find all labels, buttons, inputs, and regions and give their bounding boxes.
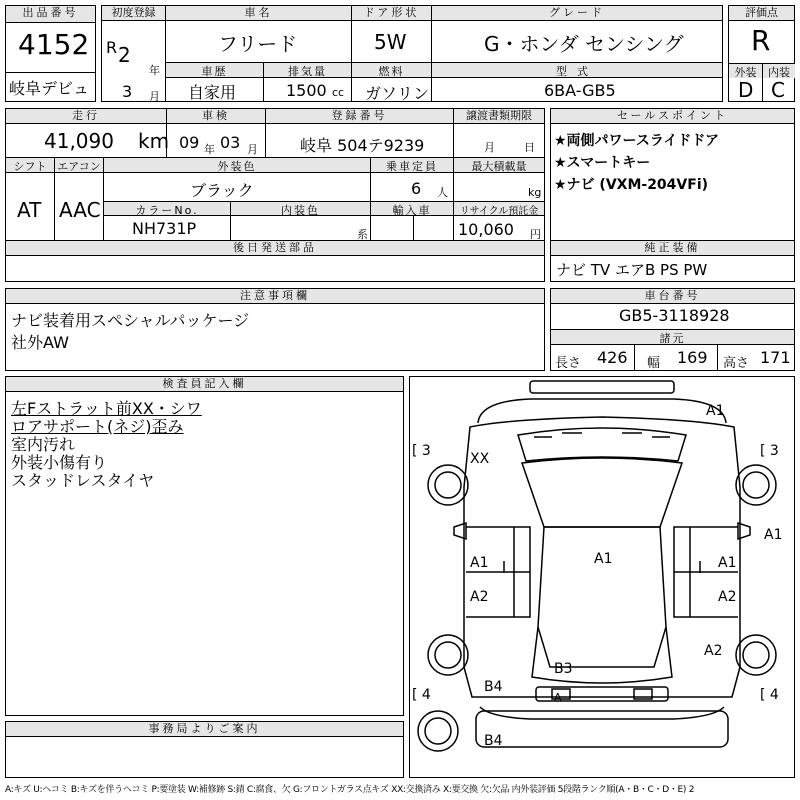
note-line-1: ナビ装着用スペシャルパッケージ xyxy=(11,311,250,330)
mark-b4-bottom: B4 xyxy=(484,733,503,749)
import-label: 輸入車 xyxy=(371,202,453,216)
inspector-label: 検査員記入欄 xyxy=(6,377,403,392)
overall-score: R xyxy=(751,24,771,57)
equipment-cell xyxy=(550,240,795,282)
lot-number-label: 出品番号 xyxy=(6,6,95,23)
score-cell xyxy=(728,5,795,102)
inspector-line-1: 左Fストラット前XX・シワ xyxy=(11,399,202,418)
damage-legend: A:キズ U:ヘコミ B:キズを伴うヘコミ P:要塗装 W:補修跡 S:錆 C:腐食、欠 G:フロントガラス点キズ XX:交換済み X:要交換 欠:欠品 内外装評価 5段階ランク順(A・B・C・D・E) 2 xyxy=(5,785,695,795)
grade-cell xyxy=(431,5,723,63)
aircon-cell xyxy=(54,157,104,241)
first-registration-cell xyxy=(101,5,166,102)
first-registration-label: 初度登録 xyxy=(102,6,165,21)
recycle-label: リサイクル預託金 xyxy=(454,202,544,216)
inspection-month: 03 xyxy=(220,133,241,152)
fuel: ガソリン xyxy=(365,84,430,103)
equipment: ナビ TV エアB PS PW xyxy=(556,261,708,279)
inspection-cell xyxy=(166,108,266,158)
lot-number-cell xyxy=(5,5,96,102)
color-no-label: カラーNo. xyxy=(104,202,230,216)
inspection-label: 車検 xyxy=(167,109,265,124)
aircon-label: エアコン xyxy=(55,158,103,173)
sales-point-2: ★スマートキー xyxy=(554,155,651,171)
door-label: ドア形状 xyxy=(352,6,431,21)
length-label: 長さ xyxy=(555,356,582,371)
mileage-unit: km xyxy=(138,129,170,153)
interior-color-unit: 系 xyxy=(357,228,368,241)
interior-score: C xyxy=(771,78,785,102)
bracket-bottom-right: [ 4 xyxy=(760,687,779,703)
mark-a-tail: A xyxy=(554,691,562,704)
shift-cell xyxy=(5,157,55,241)
history-cell xyxy=(165,62,264,102)
capacity: 6 xyxy=(411,179,422,198)
transfer-cell xyxy=(453,108,545,158)
month-unit: 月 xyxy=(149,90,160,103)
mark-a1-side: A1 xyxy=(764,527,783,543)
model-code: 6BA-GB5 xyxy=(544,81,616,100)
displacement-cell xyxy=(263,62,352,102)
inspection-month-unit: 月 xyxy=(247,143,258,156)
interior-color-label: 内装色 xyxy=(231,202,370,216)
width-label: 幅 xyxy=(647,356,661,371)
transfer-label: 譲渡書類期限 xyxy=(454,109,544,124)
sales-points-label: セールスポイント xyxy=(551,109,794,124)
damage-diagram xyxy=(409,376,795,778)
height-label: 高さ xyxy=(723,356,750,371)
plate-cell xyxy=(265,108,454,158)
exterior-color-cell xyxy=(103,157,371,202)
max-load-cell xyxy=(453,157,545,202)
recycle-cell xyxy=(453,201,545,241)
car-name: フリード xyxy=(218,32,298,56)
history-label: 車歴 xyxy=(166,63,263,78)
score-label: 評価点 xyxy=(729,6,794,21)
later-parts-cell xyxy=(5,240,545,282)
capacity-label: 乗車定員 xyxy=(371,158,453,173)
chassis-cell xyxy=(550,288,795,371)
inspector-line-5: スタッドレスタイヤ xyxy=(11,471,155,490)
door-type: 5W xyxy=(374,30,407,54)
car-history: 自家用 xyxy=(188,83,237,102)
inspector-panel xyxy=(5,376,404,716)
office-panel xyxy=(5,721,404,778)
lot-number: 4152 xyxy=(18,28,90,61)
exterior-color: ブラック xyxy=(190,181,254,200)
transfer-day-unit: 日 xyxy=(524,141,535,154)
mark-xx: XX xyxy=(470,451,490,467)
length: 426 xyxy=(597,348,628,367)
specs-label: 諸元 xyxy=(551,330,794,345)
registration-year: 2 xyxy=(118,43,131,67)
plate-label: 登録番号 xyxy=(266,109,453,124)
mark-a2-right-mid: A2 xyxy=(718,589,737,605)
displacement-label: 排気量 xyxy=(264,63,351,78)
displacement-unit: cc xyxy=(332,86,345,99)
shift-label: シフト xyxy=(6,158,54,173)
mileage-label: 走行 xyxy=(6,109,166,124)
office-label: 事務局よりご案内 xyxy=(6,722,403,737)
sales-points-panel xyxy=(550,108,795,241)
mark-a1-top: A1 xyxy=(706,403,725,419)
inspection-year-unit: 年 xyxy=(204,143,215,156)
mark-b4-left: B4 xyxy=(484,679,503,695)
mark-a1-center: A1 xyxy=(594,551,613,567)
mark-a1-right: A1 xyxy=(718,555,737,571)
car-name-label: 車名 xyxy=(166,6,351,21)
transfer-month-unit: 月 xyxy=(484,141,495,154)
notes-label: 注意事項欄 xyxy=(6,289,544,304)
inspector-line-2: ロアサポート(ネジ)歪み xyxy=(11,417,184,436)
plate-number: 岐阜 504テ9239 xyxy=(300,136,425,155)
mark-a2-left: A2 xyxy=(470,589,489,605)
auction-venue: 岐阜デビュ xyxy=(9,79,90,98)
bracket-top-right: [ 3 xyxy=(760,443,779,459)
max-load-label: 最大積載量 xyxy=(454,158,544,173)
inspector-line-4: 外装小傷有り xyxy=(11,453,108,472)
year-unit: 年 xyxy=(149,64,160,77)
grade: G・ホンダ センシング xyxy=(484,32,684,56)
inspection-year: 09 xyxy=(179,133,200,152)
mark-b3: B3 xyxy=(554,661,573,677)
capacity-unit: 人 xyxy=(437,186,448,199)
inspector-line-3: 室内汚れ xyxy=(11,435,76,454)
era: R xyxy=(106,38,118,57)
bracket-bottom-left: [ 4 xyxy=(412,687,431,703)
import-cell xyxy=(370,201,454,241)
model-label: 型式 xyxy=(432,63,722,78)
bracket-top-left: [ 3 xyxy=(412,443,431,459)
shift: AT xyxy=(17,198,42,222)
mileage-cell xyxy=(5,108,170,158)
displacement: 1500 xyxy=(286,81,327,100)
chassis-label: 車台番号 xyxy=(551,289,794,304)
max-load-unit: kg xyxy=(528,186,542,199)
recycle-unit: 円 xyxy=(530,228,541,241)
fuel-cell xyxy=(351,62,432,102)
exterior-color-label: 外装色 xyxy=(104,158,370,173)
mark-a2-right-low: A2 xyxy=(704,643,723,659)
interior-score-label: 内装 xyxy=(763,64,795,78)
grade-label: グレード xyxy=(432,6,722,21)
height: 171 xyxy=(760,348,791,367)
exterior-score: D xyxy=(738,78,754,102)
color-no-cell xyxy=(103,201,231,241)
interior-color-cell xyxy=(230,201,371,241)
capacity-cell xyxy=(370,157,454,202)
notes-panel xyxy=(5,288,545,371)
mark-a1-left: A1 xyxy=(470,555,489,571)
color-number: NH731P xyxy=(132,219,197,238)
door-cell xyxy=(351,5,432,63)
later-parts-label: 後日発送部品 xyxy=(6,241,544,256)
note-line-2: 社外AW xyxy=(11,333,69,352)
car-name-cell xyxy=(165,5,352,63)
equipment-label: 純正装備 xyxy=(551,241,794,256)
width: 169 xyxy=(677,348,708,367)
recycle-fee: 10,060 xyxy=(458,220,514,239)
fuel-label: 燃料 xyxy=(352,63,431,78)
aircon: AAC xyxy=(59,198,101,222)
chassis-number: GB5-3118928 xyxy=(619,306,730,325)
car-outline-diagram xyxy=(410,377,794,777)
exterior-score-label: 外装 xyxy=(729,64,762,78)
sales-point-1: ★両側パワースライドドア xyxy=(554,133,720,149)
model-cell xyxy=(431,62,723,102)
sales-point-3: ★ナビ (VXM-204VFi) xyxy=(554,177,709,193)
mileage: 41,090 xyxy=(44,129,114,153)
registration-month: 3 xyxy=(122,82,133,101)
